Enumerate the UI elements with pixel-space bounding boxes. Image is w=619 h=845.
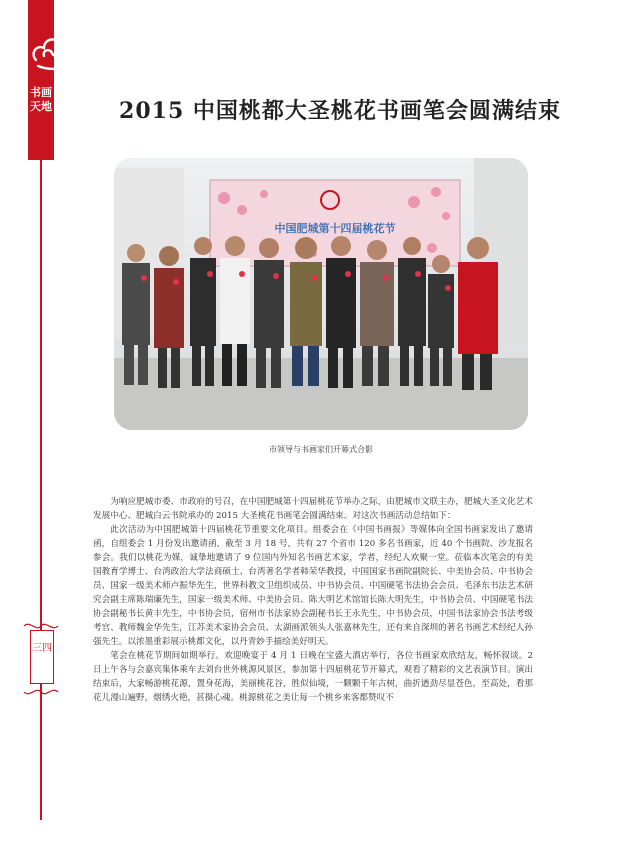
group-photo-illustration bbox=[114, 158, 528, 430]
section-label: 书画天地 bbox=[30, 86, 52, 113]
paragraph: 此次活动为中国肥城第十四届桃花节重要文化项目。组委会在《中国书画报》等媒体向全国书画家发出了邀请函，自组委会 1 月份发出邀请函，截至 3 月 18 号，共有 27 个省市 120 多名书画家，近 40 个书画院、沙龙报名参会。我们以桃花为媒，诚挚地邀请了 9 位国内外知名书画艺术家，学者，经纪人欢聚一堂。莅临本次笔会的有美国教育学博士、台湾政治大学法商硕士、台湾著名学者韩荣华教授，中国国家书画院副院长、中美协会员、中书协会员、国家一级美术师卢振华先生，世界科教文卫组织成员、中书协会员、中国硬笔书法协会会员、毛泽东书法艺术研究会副主席陈瑞廉先生，国家一级美术师、中美协会员、陈大明艺术馆馆长陈大明先生，中书协会员、中国硬笔书法协会副秘书长黄丰先生，中书协会员，宿州市书法家协会副秘书长王永先生，中书协会员，中国书法家协会书法考级考官、教师魏金华先生，江苏美术家协会会员、太湖画派领头人张嘉林先生，还有来自深圳的著名书画艺术经纪人孙强先生。以浓墨重彩展示桃都文化，以丹青妙手描绘美好明天。 bbox=[93, 525, 533, 647]
ornament-bottom-icon bbox=[22, 686, 60, 698]
cloud-logo-icon bbox=[28, 30, 78, 76]
paragraph: 笔会在桃花节期间如期举行。欢迎晚宴于 4 月 1 日晚在宝盛大酒店举行，各位书画家欢欣结友，畅怀叙谈。2 日上午各与会嘉宾集体乘车去刘台世外桃源风景区，参加第十四届桃花节开幕式，观看了精彩的文艺表演节目。演出结束后，大家畅游桃花源，置身花海，美丽桃花谷，胜似仙境，一颗颗千年古树，曲折遒劲尽显苍色，至高处，看那花儿漫山遍野，烟绣火艳，甚摄心魂。桃源桃花之美让每一个桃乡来客都赞叹不 bbox=[93, 651, 533, 703]
page-number-box bbox=[30, 630, 54, 684]
page-number: 三四 bbox=[32, 643, 52, 654]
sidebar-line bbox=[40, 160, 42, 820]
group-photo bbox=[114, 158, 528, 430]
sidebar-tab bbox=[28, 0, 54, 160]
article-body bbox=[93, 495, 533, 705]
paragraph: 为响应肥城市委、市政府的号召，在中国肥城第十四届桃花节举办之际，由肥城市文联主办，肥城大圣文化艺术发展中心、肥城白云书院承办的 2015 大圣桃花书画笔会圆满结束。对这次书画活动总结如下： bbox=[93, 497, 533, 521]
photo-banner-text: 中国肥城第十四届桃花节 bbox=[274, 222, 396, 235]
photo-caption: 市领导与书画家们开幕式合影 bbox=[269, 445, 373, 454]
article-title: 2015 中国桃都大圣桃花书画笔会圆满结束 bbox=[119, 98, 561, 124]
